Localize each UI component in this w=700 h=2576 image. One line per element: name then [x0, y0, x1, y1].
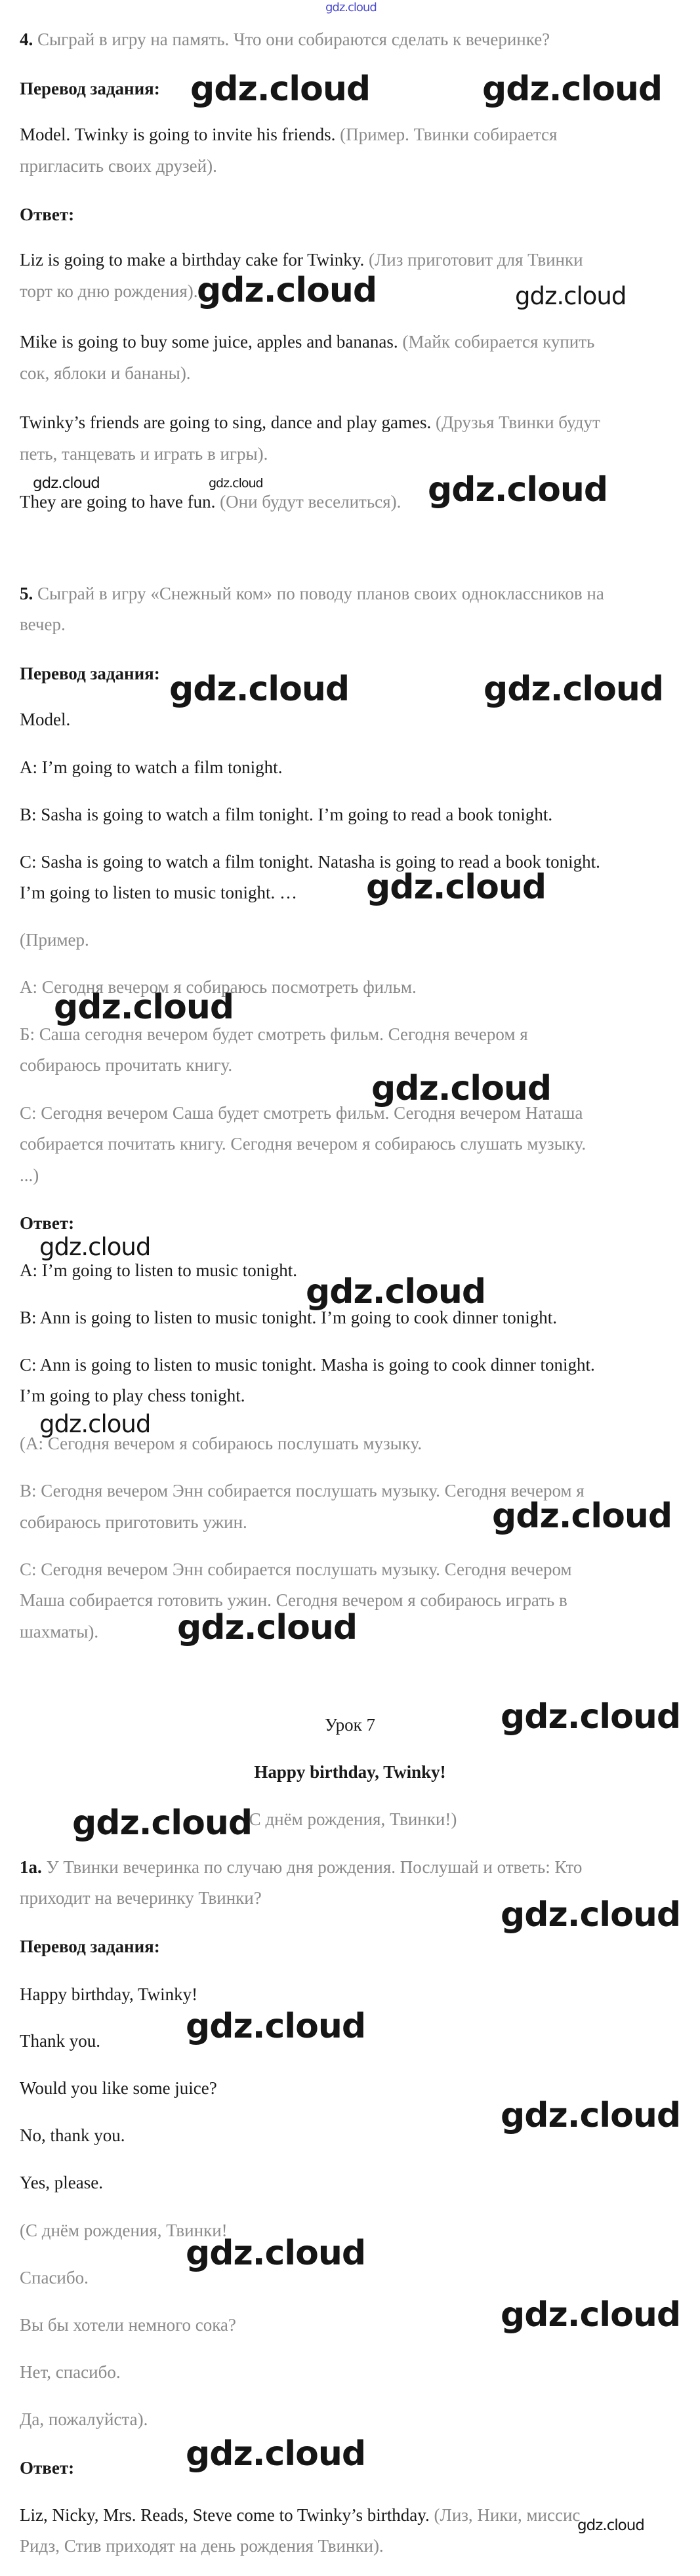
- model-line: C: Sasha is going to watch a film tonight. Natasha is going to read a book tonight.: [20, 852, 600, 872]
- watermark: gdz.cloud: [186, 2007, 366, 2046]
- exercise-1a-instruction: 1a. У Твинки вечеринка по случаю дня рождения. Послушай и ответь: Кто: [20, 1857, 583, 1877]
- watermark: gdz.cloud: [428, 470, 608, 510]
- model-label: Model.: [20, 710, 71, 729]
- task-heading: Перевод задания:: [20, 664, 160, 683]
- answer-line: I’m going to play chess tonight.: [20, 1386, 245, 1405]
- exercise-4-instruction: 4. Сыграй в игру на память. Что они собираются сделать к вечеринке?: [20, 30, 550, 49]
- answer-translation: Ридз, Стив приходят на день рождения Твинки).: [20, 2536, 384, 2556]
- watermark: gdz.cloud: [54, 988, 234, 1027]
- model-line: I’m going to listen to music tonight. …: [20, 883, 297, 902]
- exercise-5-instruction: 5. Сыграй в игру «Снежный ком» по поводу планов своих одноклассников на: [20, 584, 604, 603]
- dialogue-line: Happy birthday, Twinky!: [20, 1984, 198, 2004]
- task-heading: Перевод задания:: [20, 79, 160, 98]
- exercise-number: 4.: [20, 30, 33, 49]
- answer-line: Mike is going to buy some juice, apples and bananas. (Майк собирается купить: [20, 332, 595, 352]
- answer-translation: (А: Сегодня вечером я собираюсь послушать музыку.: [20, 1434, 422, 1453]
- translation-line: А: Сегодня вечером я собираюсь посмотреть фильм.: [20, 977, 417, 997]
- dialogue-translation: (С днём рождения, Твинки!: [20, 2221, 228, 2240]
- answer-translation: Маша собирается готовить ужин. Сегодня вечером я собираюсь играть в: [20, 1590, 567, 1610]
- exercise-number: 5.: [20, 584, 33, 603]
- dialogue-translation: Да, пожалуйста).: [20, 2409, 148, 2429]
- watermark: gdz.cloud: [501, 2096, 681, 2135]
- answer-line: Liz, Nicky, Mrs. Reads, Steve come to Twinky’s birthday. (Лиз, Ники, миссис: [20, 2505, 581, 2525]
- answer-translation: шахматы).: [20, 1622, 99, 1641]
- watermark: gdz.cloud: [209, 476, 263, 491]
- watermark: gdz.cloud: [39, 1233, 151, 1261]
- answer-line: They are going to have fun. (Они будут веселиться).: [20, 492, 401, 512]
- watermark: gdz.cloud: [190, 70, 371, 109]
- model-line: Model. Twinky is going to invite his friends. (Пример. Твинки собирается: [20, 125, 558, 144]
- watermark: gdz.cloud: [501, 1697, 681, 1737]
- translation-line: Б: Саша сегодня вечером будет смотреть фильм. Сегодня вечером я: [20, 1024, 528, 1044]
- dialogue-translation: Вы бы хотели немного сока?: [20, 2315, 236, 2335]
- model-line: A: I’m going to watch a film tonight.: [20, 757, 283, 777]
- translation-line: ...): [20, 1165, 39, 1185]
- answer-heading: Ответ:: [20, 2458, 75, 2478]
- answer-translation: В: Сегодня вечером Энн собирается послушать музыку. Сегодня вечером я: [20, 1481, 585, 1500]
- watermark: gdz.cloud: [482, 70, 663, 109]
- instruction-continuation: приходит на вечеринку Твинки?: [20, 1888, 262, 1908]
- lesson-subtitle-translation: (С днём рождения, Твинки!): [243, 1809, 457, 1829]
- watermark: gdz.cloud: [501, 2295, 681, 2335]
- answer-heading: Ответ:: [20, 205, 75, 224]
- watermark: gdz.cloud: [515, 282, 627, 310]
- dialogue-line: Thank you.: [20, 2031, 100, 2051]
- watermark: gdz.cloud: [371, 1069, 552, 1108]
- answer-line: C: Ann is going to listen to music tonight. Masha is going to cook dinner tonight.: [20, 1355, 595, 1375]
- watermark: gdz.cloud: [306, 1272, 486, 1312]
- watermark: gdz.cloud: [577, 2517, 644, 2534]
- answer-translation: С: Сегодня вечером Энн собирается послушать музыку. Сегодня вечером: [20, 1560, 572, 1579]
- answer-line: Liz is going to make a birthday cake for Twinky. (Лиз приготовит для Твинки: [20, 250, 583, 270]
- dialogue-translation: Нет, спасибо.: [20, 2362, 121, 2382]
- instruction-continuation: вечер.: [20, 614, 66, 634]
- dialogue-line: Would you like some juice?: [20, 2078, 217, 2098]
- watermark: gdz.cloud: [325, 1, 377, 14]
- lesson-subtitle: Happy birthday, Twinky!: [254, 1762, 446, 1782]
- exercise-number: 1a.: [20, 1857, 42, 1877]
- watermark: gdz.cloud: [501, 1895, 681, 1935]
- answer-translation: сок, яблоки и бананы).: [20, 363, 191, 383]
- watermark: gdz.cloud: [492, 1497, 672, 1536]
- watermark: gdz.cloud: [366, 868, 546, 907]
- dialogue-translation: Спасибо.: [20, 2268, 89, 2287]
- translation-line: С: Сегодня вечером Саша будет смотреть фильм. Сегодня вечером Наташа: [20, 1103, 583, 1123]
- watermark: gdz.cloud: [186, 2434, 366, 2474]
- answer-line: B: Ann is going to listen to music tonight. I’m going to cook dinner tonight.: [20, 1308, 557, 1327]
- answer-translation: петь, танцевать и играть в игры).: [20, 444, 268, 464]
- watermark: gdz.cloud: [72, 1803, 253, 1843]
- translation-label: (Пример.: [20, 930, 89, 950]
- watermark: gdz.cloud: [186, 2234, 366, 2273]
- answer-translation: собираюсь приготовить ужин.: [20, 1512, 247, 1532]
- model-translation: пригласить своих друзей).: [20, 156, 217, 176]
- answer-heading: Ответ:: [20, 1213, 75, 1233]
- answer-translation: торт ко дню рождения).: [20, 281, 198, 301]
- answer-line: Twinky’s friends are going to sing, dance and play games. (Друзья Твинки будут: [20, 413, 600, 432]
- lesson-title: Урок 7: [324, 1715, 376, 1735]
- watermark: gdz.cloud: [177, 1608, 358, 1647]
- watermark: gdz.cloud: [39, 1410, 151, 1438]
- watermark: gdz.cloud: [169, 670, 350, 709]
- watermark: gdz.cloud: [197, 271, 377, 310]
- task-heading: Перевод задания:: [20, 1937, 160, 1956]
- dialogue-line: Yes, please.: [20, 2173, 103, 2192]
- answer-line: A: I’m going to listen to music tonight.: [20, 1260, 297, 1280]
- translation-line: собираюсь прочитать книгу.: [20, 1055, 233, 1075]
- model-line: B: Sasha is going to watch a film tonight. I’m going to read a book tonight.: [20, 805, 553, 824]
- dialogue-line: No, thank you.: [20, 2125, 125, 2145]
- watermark: gdz.cloud: [33, 475, 100, 492]
- watermark: gdz.cloud: [484, 670, 664, 709]
- translation-line: собирается почитать книгу. Сегодня вечером я собираюсь слушать музыку.: [20, 1134, 587, 1154]
